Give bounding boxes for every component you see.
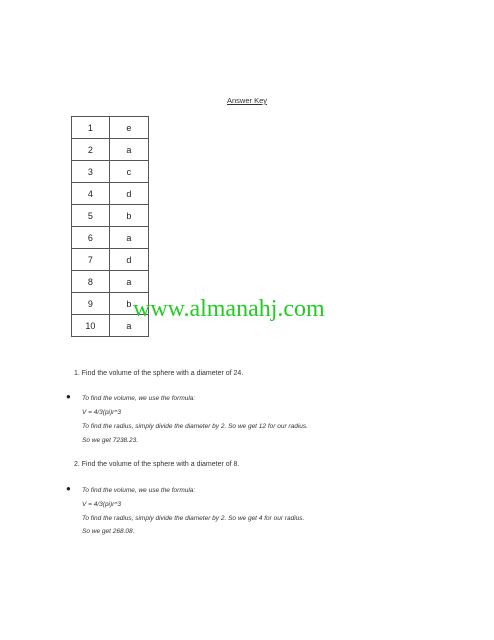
table-row bbox=[72, 183, 149, 205]
question-number-cell: 8 bbox=[72, 271, 110, 293]
question-number-cell: 10 bbox=[72, 315, 110, 337]
question-number-cell: 3 bbox=[72, 161, 110, 183]
answer-cell: b bbox=[109, 293, 148, 315]
page-title: Answer Key bbox=[226, 96, 268, 105]
answer-cell: b bbox=[109, 205, 148, 227]
question-number-cell: 9 bbox=[72, 293, 110, 315]
table-row bbox=[72, 205, 149, 227]
formula-line: V = 4/3(pi)r^3 bbox=[82, 501, 121, 508]
solution-line: To find the radius, simply divide the diameter by 2. So we get 4 for our radius. bbox=[82, 515, 305, 522]
bullet-icon: ● bbox=[66, 392, 71, 401]
answer-cell: d bbox=[109, 249, 148, 271]
answer-cell: e bbox=[109, 117, 148, 139]
answer-cell: c bbox=[109, 161, 148, 183]
bullet-icon: ● bbox=[66, 484, 71, 493]
result-line: So we get 7238.23. bbox=[82, 437, 139, 444]
table-row bbox=[72, 161, 149, 183]
solution-line: To find the radius, simply divide the diameter by 2. So we get 12 for our radius. bbox=[82, 423, 308, 430]
formula-line: V = 4/3(pi)r^3 bbox=[82, 409, 121, 416]
question-number-cell: 1 bbox=[72, 117, 110, 139]
answer-cell: a bbox=[109, 227, 148, 249]
watermark: www.almanahj.com bbox=[133, 296, 325, 322]
answer-cell: a bbox=[109, 139, 148, 161]
table-row bbox=[72, 227, 149, 249]
question-number-cell: 6 bbox=[72, 227, 110, 249]
question-number-cell: 2 bbox=[72, 139, 110, 161]
question-number-cell: 4 bbox=[72, 183, 110, 205]
table-row bbox=[72, 249, 149, 271]
question-number-cell: 7 bbox=[72, 249, 110, 271]
solution-line: To find the volume, we use the formula: bbox=[82, 487, 196, 494]
result-line: So we get 268.08. bbox=[82, 528, 135, 535]
answer-cell: d bbox=[109, 183, 148, 205]
question-number-cell: 5 bbox=[72, 205, 110, 227]
answer-cell: a bbox=[109, 315, 148, 337]
question-1: 1. Find the volume of the sphere with a diameter of 24. bbox=[74, 370, 244, 377]
question-2: 2. Find the volume of the sphere with a diameter of 8. bbox=[74, 461, 240, 468]
solution-line: To find the volume, we use the formula: bbox=[82, 395, 196, 402]
table-row bbox=[72, 139, 149, 161]
table-row bbox=[72, 117, 149, 139]
table-row bbox=[72, 271, 149, 293]
answer-cell: a bbox=[109, 271, 148, 293]
